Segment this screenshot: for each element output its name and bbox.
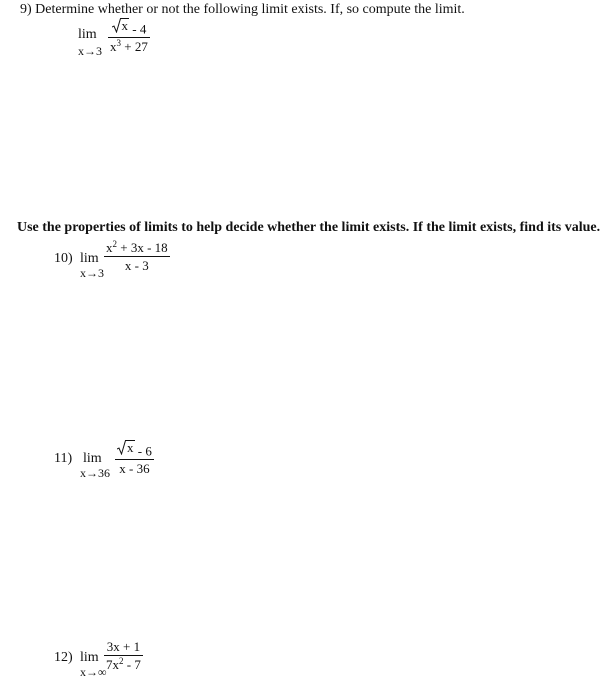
problem-11-numerator [115,440,154,459]
problem-9-den-rest: + 27 [121,39,148,55]
problem-9-numerator-rest: - 4 [129,21,147,37]
problem-11-fraction [115,440,154,475]
section-instruction: Use the properties of limits to help decide whether the limit exists. If the limit exists, find its value. [17,220,601,235]
problem-12-number: 12) [54,650,73,665]
problem-11-numerator-rest: - 6 [134,443,152,459]
problem-10-num-base: x [106,240,113,255]
problem-9-den-base: x [110,39,117,55]
problem-9-sqrt [112,18,130,33]
problem-11-number: 11) [54,451,73,466]
problem-10-number: 10) [54,251,73,266]
problem-11-approach: x→36 [80,466,110,480]
problem-12-fraction [104,640,143,671]
problem-11-sqrt [117,440,135,455]
problem-9-approach: x→3 [78,44,102,58]
problem-9-fraction [108,18,150,53]
problem-9-den-exp: 3 [116,38,121,49]
problem-10-denominator: x - 3 [124,258,149,273]
problem-9-prompt: Determine whether or not the following limit exists. If, so compute the limit. [35,2,465,17]
problem-10-lim: lim [80,251,99,266]
problem-10-approach: x→3 [80,266,104,280]
problem-11-radicand: x [127,440,134,455]
problem-12-den-rest: - 7 [123,657,141,672]
problem-11-denominator: x - 36 [119,461,150,477]
problem-12-den-exp: 2 [119,656,124,666]
problem-11-lim: lim [83,451,102,466]
problem-9-numerator [110,18,149,37]
problem-9-prompt-line [20,2,465,18]
problem-9-radicand: x [121,18,128,33]
problem-12-lim: lim [80,650,99,665]
problem-12-numerator: 3x + 1 [106,639,141,654]
problem-12-den-base: 7x [106,657,119,672]
problem-12-denominator [104,656,143,671]
problem-10-fraction [104,241,170,272]
sqrt-sign-icon [117,440,126,455]
problem-12-approach: x→∞ [80,665,107,679]
sqrt-sign-icon [112,18,121,33]
problem-9-number: 9) [20,2,32,17]
problem-10-numerator [104,241,170,256]
problem-10-num-exp: 2 [112,239,117,249]
problem-10-num-rest: + 3x - 18 [117,240,168,255]
problem-9-lim: lim [78,27,97,42]
problem-9-denominator [108,38,150,53]
